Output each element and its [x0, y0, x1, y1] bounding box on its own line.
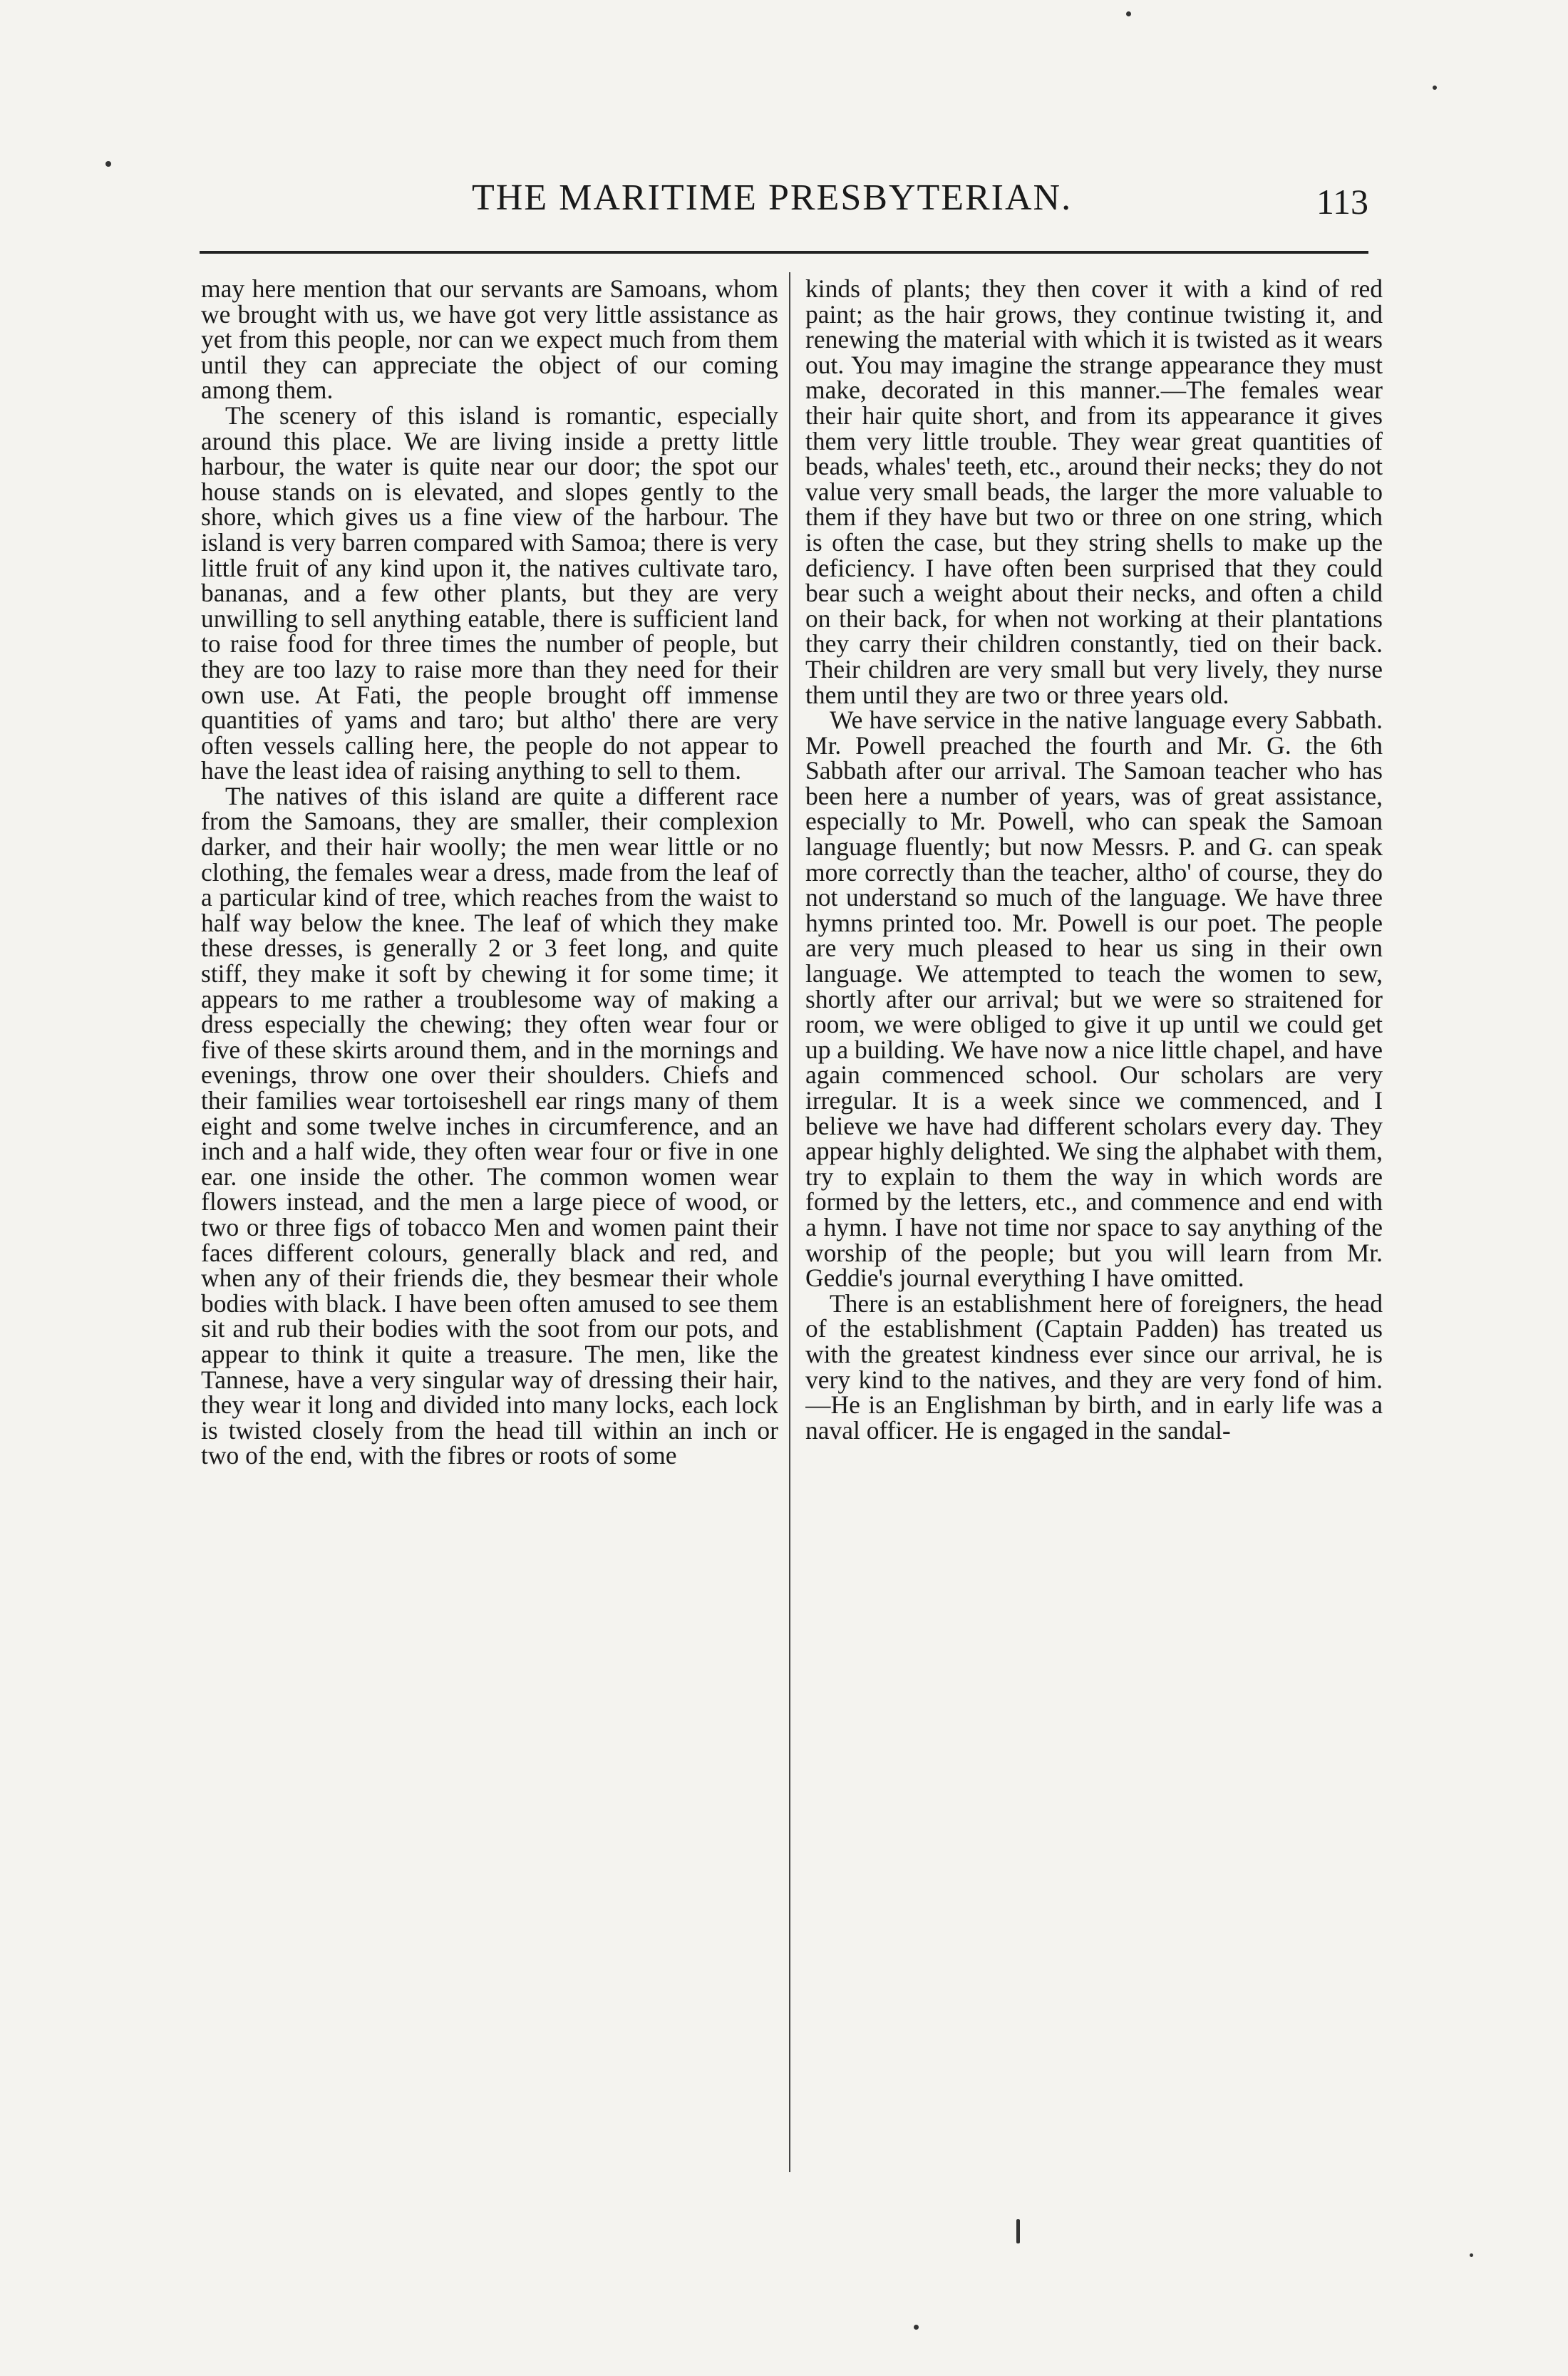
right-column: [805, 277, 1383, 2172]
paragraph: The scenery of this island is romantic, especially around this place. We are living inside a pretty little harbour, the water is quite near our door; the spot our house stands on is elevated, and slopes gently to the shore, which gives us a fine view of the harbour. The island is very barren compared with Samoa; there is very little fruit of any kind upon it, the natives cultivate taro, bananas, and a few other plants, but they are very unwilling to sell anything eatable, there is sufficient land to raise food for three times the number of people, but they are too lazy to raise more than they need for their own use. At Fati, the people brought off immense quantities of yams and taro; but altho' there are very often vessels calling here, the people do not appear to have the least idea of raising anything to sell to them.: [201, 401, 778, 785]
scan-speck: [914, 2325, 919, 2330]
paragraph: There is an establishment here of foreigners, the head of the establishment (Captain Padden) has treated us with the greatest kindness ever since our arrival, he is very kind to the natives, and they are very fond of him.—He is an Englishman by birth, and in early life was a naval officer. He is engaged in the sandal-: [805, 1288, 1383, 1445]
header-rule: [200, 251, 1368, 254]
scan-speck: [1016, 2219, 1020, 2243]
running-head: [200, 177, 1368, 234]
scan-speck: [1126, 11, 1131, 16]
paragraph: may here mention that our servants are Samoans, whom we brought with us, we have got very little assistance as yet from this people, nor can we expect much from them until they can appreciate the object of our coming among them.: [201, 277, 778, 405]
scan-speck: [1433, 86, 1437, 90]
scan-speck: [105, 161, 111, 167]
page-number: 113: [1316, 182, 1368, 222]
paragraph: We have service in the native language every Sabbath. Mr. Powell preached the fourth and Mr. G. the 6th Sabbath after our arrival. The Samoan teacher who has been here a number of years, was of great assistance, especially to Mr. Powell, who can speak the Samoan language fluently; but now Messrs. P. and G. can speak more correctly than the teacher, altho' of course, they do not understand so much of the language. We have three hymns printed too. Mr. Powell is our poet. The people are very much pleased to hear us sing in their own language. We attempted to teach the women to sew, shortly after our arrival; but we were so straitened for room, we were obliged to give it up until we could get up a building. We have now a nice little chapel, and have again commenced school. Our scholars are very irregular. It is a week since we commenced, and I believe we have had different scholars every day. They appear highly delighted. We sing the alphabet with them, try to explain to them the way in which words are formed by the letters, etc., and commence and end with a hymn. I have not time nor space to say anything of the worship of the people; but you will learn from Mr. Geddie's journal everything I have omitted.: [805, 706, 1383, 1293]
journal-title: THE MARITIME PRESBYTERIAN.: [472, 177, 1073, 218]
scan-speck: [1470, 2253, 1473, 2257]
column-divider: [789, 272, 790, 2172]
paragraph: The natives of this island are quite a different race from the Samoans, they are smaller, their complexion darker, and their hair woolly; the men wear little or no clothing, the females wear a dress, made from the leaf of a particular kind of tree, which reaches from the waist to half way below the knee. The leaf of which they make these dresses, is generally 2 or 3 feet long, and quite stiff, they make it soft by chewing it for some time; it appears to me rather a troublesome way of making a dress especially the chewing; they often wear four or five of these skirts around them, and in the mornings and evenings, throw one over their shoulders. Chiefs and their families wear tortoiseshell ear rings many of them eight and some twelve inches in circumference, and an inch and a half wide, they often wear four or five in one ear. one inside the other. The common women wear flowers instead, and the men a large piece of wood, or two or three figs of tobacco Men and women paint their faces different colours, generally black and red, and when any of their friends die, they besmear their whole bodies with black. I have been often amused to see them sit and rub their bodies with the soot from our pots, and appear to think it quite a treasure. The men, like the Tannese, have a very singular way of dressing their hair, they wear it long and divided into many locks, each lock is twisted closely from the head till within an inch or two of the end, with the fibres or roots of some: [201, 781, 778, 1470]
left-column: [201, 277, 778, 2172]
paragraph: kinds of plants; they then cover it with a kind of red paint; as the hair grows, they continue twisting it, and renewing the material with which it is twisted as it wears out. You may imagine the strange appearance they must make, decorated in this manner.—The females wear their hair quite short, and from its appearance it gives them very little trouble. They wear great quantities of beads, whales' teeth, etc., around their necks; they do not value very small beads, the larger the more valuable to them if they have but two or three on one string, which is often the case, but they string shells to make up the deficiency. I have often been surprised that they could bear such a weight about their necks, and often a child on their back, for when not working at their plantations they carry their children constantly, tied on their back. Their children are very small but very lively, they nurse them until they are two or three years old.: [805, 277, 1383, 709]
